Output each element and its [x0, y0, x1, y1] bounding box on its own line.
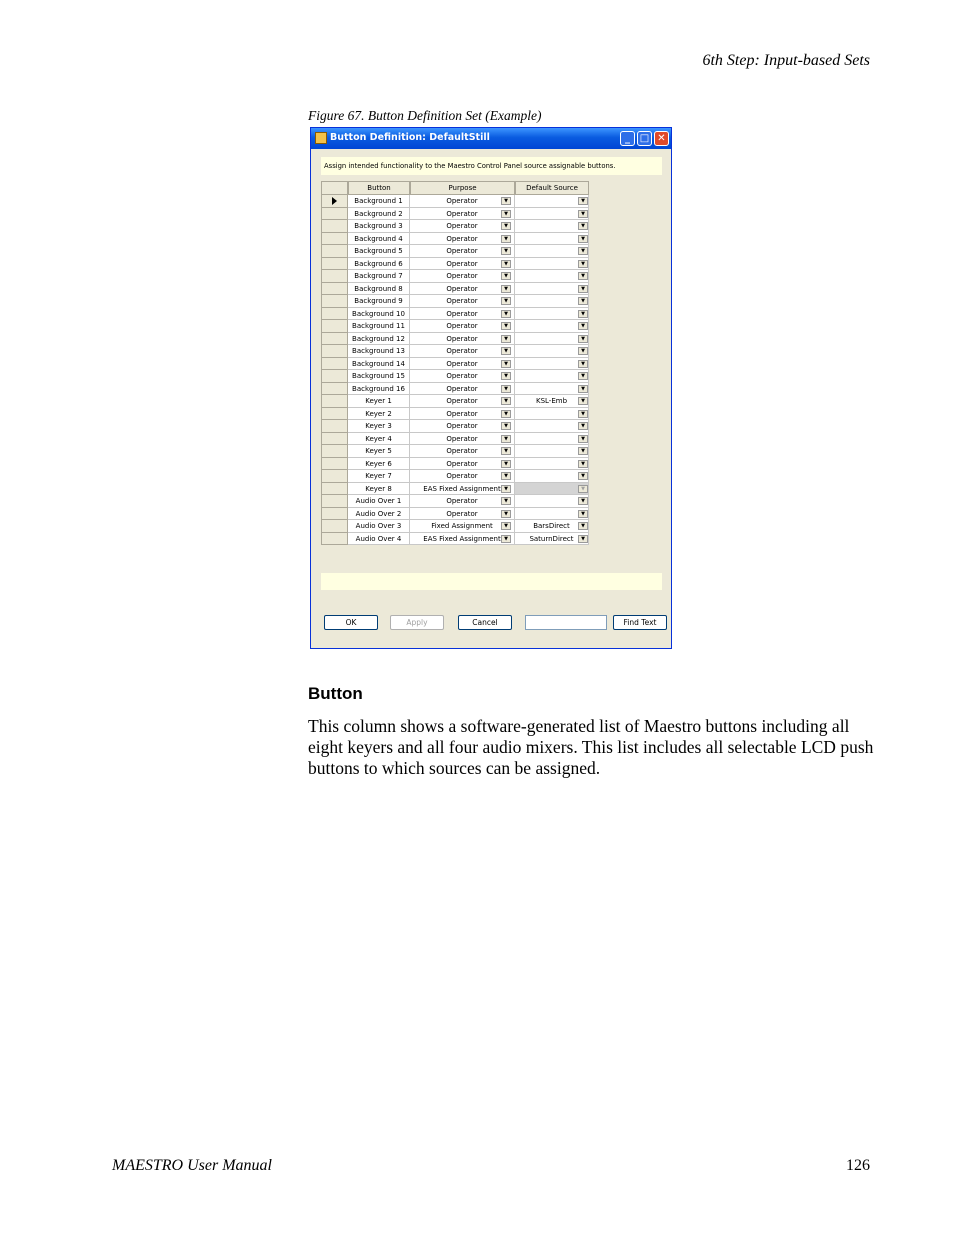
- table-row[interactable]: [321, 520, 589, 533]
- default-source-select[interactable]: [515, 395, 589, 408]
- default-source-select[interactable]: [515, 508, 589, 521]
- chevron-down-icon[interactable]: ▼: [578, 472, 588, 480]
- button-cell: Background 13: [348, 345, 410, 358]
- chevron-down-icon[interactable]: ▼: [501, 435, 511, 443]
- default-source-select[interactable]: [515, 520, 589, 533]
- chevron-down-icon[interactable]: ▼: [501, 535, 511, 543]
- chevron-down-icon[interactable]: ▼: [578, 247, 588, 255]
- purpose-select[interactable]: [410, 470, 515, 483]
- purpose-select[interactable]: [410, 295, 515, 308]
- button-cell: Audio Over 3: [348, 520, 410, 533]
- row-selector-header: [321, 181, 348, 195]
- default-source-select[interactable]: [515, 245, 589, 258]
- purpose-select[interactable]: [410, 495, 515, 508]
- find-text-input[interactable]: [525, 615, 607, 630]
- purpose-select[interactable]: [410, 358, 515, 371]
- button-cell: Keyer 7: [348, 470, 410, 483]
- button-cell: Background 10: [348, 308, 410, 321]
- button-cell: Background 12: [348, 333, 410, 346]
- default-source-select[interactable]: [515, 458, 589, 471]
- table-row[interactable]: [321, 383, 589, 396]
- chevron-down-icon[interactable]: ▼: [501, 347, 511, 355]
- button-cell: Background 4: [348, 233, 410, 246]
- table-row[interactable]: [321, 358, 589, 371]
- purpose-value: EAS Fixed Assignment: [423, 484, 501, 493]
- chevron-down-icon[interactable]: ▼: [578, 360, 588, 368]
- default-source-select[interactable]: [515, 483, 589, 496]
- row-selector[interactable]: [321, 258, 348, 271]
- table-row[interactable]: [321, 220, 589, 233]
- window-title: Button Definition: DefaultStill: [330, 132, 490, 143]
- button-cell: Background 7: [348, 270, 410, 283]
- default-source-value: KSL-Emb: [535, 397, 568, 405]
- default-source-select[interactable]: [515, 333, 589, 346]
- chevron-down-icon[interactable]: ▼: [578, 385, 588, 393]
- button-cell: Background 16: [348, 383, 410, 396]
- chevron-down-icon[interactable]: ▼: [578, 235, 588, 243]
- chevron-down-icon[interactable]: ▼: [578, 485, 588, 493]
- purpose-select[interactable]: [410, 508, 515, 521]
- purpose-value: Operator: [446, 209, 478, 218]
- chevron-down-icon[interactable]: ▼: [578, 497, 588, 505]
- purpose-select[interactable]: [410, 458, 515, 471]
- status-bar: [321, 573, 662, 590]
- section-heading: Button: [308, 684, 363, 703]
- purpose-value: Operator: [446, 347, 478, 355]
- chevron-down-icon[interactable]: ▼: [501, 522, 511, 530]
- purpose-select[interactable]: [410, 408, 515, 421]
- column-header-button[interactable]: Button: [348, 181, 410, 195]
- chevron-down-icon[interactable]: ▼: [501, 472, 511, 480]
- default-source-select[interactable]: [515, 283, 589, 296]
- purpose-select[interactable]: [410, 258, 515, 271]
- purpose-select[interactable]: [410, 208, 515, 221]
- footer-manual-title: MAESTRO User Manual: [112, 1157, 272, 1174]
- default-source-select[interactable]: [515, 308, 589, 321]
- chevron-down-icon[interactable]: ▼: [578, 372, 588, 380]
- purpose-select[interactable]: [410, 308, 515, 321]
- row-selector[interactable]: [321, 270, 348, 283]
- table-row[interactable]: [321, 470, 589, 483]
- row-selector[interactable]: [321, 483, 348, 496]
- chevron-down-icon[interactable]: ▼: [578, 510, 588, 518]
- table-row[interactable]: [321, 408, 589, 421]
- chevron-down-icon[interactable]: ▼: [578, 310, 588, 318]
- chevron-down-icon[interactable]: ▼: [578, 535, 588, 543]
- minimize-icon[interactable]: _: [620, 131, 635, 146]
- row-selector[interactable]: [321, 408, 348, 421]
- purpose-value: Operator: [446, 359, 478, 368]
- chevron-down-icon[interactable]: ▼: [578, 460, 588, 468]
- purpose-value: Operator: [446, 384, 478, 393]
- button-cell: Keyer 2: [348, 408, 410, 421]
- chevron-down-icon[interactable]: ▼: [578, 260, 588, 268]
- purpose-value: Operator: [446, 397, 478, 405]
- default-source-select[interactable]: [515, 320, 589, 333]
- close-icon[interactable]: ✕: [654, 131, 669, 146]
- chevron-down-icon[interactable]: ▼: [578, 210, 588, 218]
- table-row[interactable]: [321, 195, 589, 208]
- ok-button[interactable]: OK: [324, 615, 378, 630]
- default-source-select[interactable]: [515, 470, 589, 483]
- row-selector[interactable]: [321, 295, 348, 308]
- chevron-down-icon[interactable]: ▼: [501, 510, 511, 518]
- purpose-value: Operator: [446, 284, 478, 293]
- row-selector[interactable]: [321, 458, 348, 471]
- chevron-down-icon[interactable]: ▼: [501, 385, 511, 393]
- purpose-select[interactable]: [410, 533, 515, 546]
- button-cell: Keyer 3: [348, 420, 410, 433]
- purpose-value: Operator: [446, 434, 478, 443]
- default-source-select[interactable]: [515, 370, 589, 383]
- row-selector[interactable]: [321, 208, 348, 221]
- purpose-select[interactable]: [410, 483, 515, 496]
- row-selector[interactable]: [321, 508, 348, 521]
- chevron-down-icon[interactable]: ▼: [578, 522, 588, 530]
- chevron-down-icon[interactable]: ▼: [578, 447, 588, 455]
- chevron-down-icon[interactable]: ▼: [578, 222, 588, 230]
- default-source-value: SaturnDirect: [529, 534, 574, 543]
- purpose-value: Operator: [446, 322, 478, 330]
- default-source-select[interactable]: [515, 495, 589, 508]
- purpose-select[interactable]: [410, 195, 515, 208]
- purpose-value: Operator: [446, 472, 478, 480]
- chevron-down-icon[interactable]: ▼: [578, 285, 588, 293]
- purpose-value: Operator: [446, 372, 478, 380]
- chevron-down-icon[interactable]: ▼: [501, 197, 511, 205]
- row-selector[interactable]: [321, 283, 348, 296]
- chevron-down-icon[interactable]: ▼: [501, 485, 511, 493]
- button-cell: Audio Over 1: [348, 495, 410, 508]
- chevron-down-icon[interactable]: ▼: [578, 272, 588, 280]
- row-selector[interactable]: [321, 395, 348, 408]
- table-row[interactable]: [321, 483, 589, 496]
- purpose-value: Operator: [446, 309, 478, 318]
- purpose-select[interactable]: [410, 383, 515, 396]
- column-header-default-source[interactable]: Default Source: [515, 181, 589, 195]
- table-row[interactable]: [321, 533, 589, 546]
- purpose-value: Operator: [446, 222, 478, 230]
- section-paragraph: This column shows a software-generated list of Maestro buttons including all eight keyers and all four audio mixers. This list includes all selectable LCD push buttons to which sources can be assigned.: [308, 716, 874, 778]
- maximize-icon[interactable]: □: [637, 131, 652, 146]
- purpose-value: EAS Fixed Assignment: [423, 534, 501, 543]
- row-selector[interactable]: [321, 220, 348, 233]
- purpose-select[interactable]: [410, 320, 515, 333]
- button-cell: Background 1: [348, 195, 410, 208]
- footer-page-number: 126: [846, 1157, 870, 1174]
- column-header-purpose[interactable]: Purpose: [410, 181, 515, 195]
- table-row[interactable]: [321, 295, 589, 308]
- chevron-down-icon[interactable]: ▼: [578, 397, 588, 405]
- row-selector[interactable]: [321, 308, 348, 321]
- row-selector[interactable]: [321, 195, 348, 208]
- purpose-value: Operator: [446, 447, 478, 455]
- chevron-down-icon[interactable]: ▼: [501, 372, 511, 380]
- table-row[interactable]: [321, 433, 589, 446]
- button-cell: Keyer 5: [348, 445, 410, 458]
- button-cell: Audio Over 2: [348, 508, 410, 521]
- chevron-down-icon[interactable]: ▼: [578, 322, 588, 330]
- table-row[interactable]: [321, 245, 589, 258]
- chevron-down-icon[interactable]: ▼: [501, 272, 511, 280]
- chevron-down-icon[interactable]: ▼: [578, 422, 588, 430]
- chevron-down-icon[interactable]: ▼: [501, 310, 511, 318]
- button-cell: Background 9: [348, 295, 410, 308]
- purpose-select[interactable]: [410, 395, 515, 408]
- chevron-down-icon[interactable]: ▼: [578, 347, 588, 355]
- running-header: 6th Step: Input-based Sets: [702, 52, 870, 69]
- find-text-button[interactable]: Find Text: [613, 615, 667, 630]
- table-row[interactable]: [321, 458, 589, 471]
- button-cell: Background 15: [348, 370, 410, 383]
- purpose-value: Fixed Assignment: [431, 522, 493, 530]
- button-cell: Background 3: [348, 220, 410, 233]
- purpose-select[interactable]: [410, 445, 515, 458]
- default-source-select[interactable]: [515, 358, 589, 371]
- chevron-down-icon[interactable]: ▼: [501, 285, 511, 293]
- default-source-value: BarsDirect: [533, 522, 570, 530]
- row-selector[interactable]: [321, 358, 348, 371]
- button-cell: Keyer 4: [348, 433, 410, 446]
- figure-caption: Figure 67. Button Definition Set (Example): [308, 108, 542, 123]
- row-selector[interactable]: [321, 445, 348, 458]
- purpose-value: Operator: [446, 497, 478, 505]
- purpose-value: Operator: [446, 459, 478, 468]
- row-selector[interactable]: [321, 320, 348, 333]
- chevron-down-icon[interactable]: ▼: [501, 297, 511, 305]
- button-cell: Audio Over 4: [348, 533, 410, 546]
- default-source-select[interactable]: [515, 233, 589, 246]
- chevron-down-icon[interactable]: ▼: [501, 210, 511, 218]
- purpose-value: Operator: [446, 234, 478, 243]
- purpose-value: Operator: [446, 259, 478, 268]
- table-row[interactable]: [321, 370, 589, 383]
- row-selector[interactable]: [321, 245, 348, 258]
- table-row[interactable]: [321, 445, 589, 458]
- button-cell: Keyer 6: [348, 458, 410, 471]
- purpose-select[interactable]: [410, 220, 515, 233]
- table-row[interactable]: [321, 395, 589, 408]
- table-row[interactable]: [321, 308, 589, 321]
- purpose-value: Operator: [446, 334, 478, 343]
- button-cell: Background 8: [348, 283, 410, 296]
- row-selector[interactable]: [321, 470, 348, 483]
- default-source-select[interactable]: [515, 433, 589, 446]
- chevron-down-icon[interactable]: ▼: [501, 422, 511, 430]
- button-cell: Background 5: [348, 245, 410, 258]
- window-titlebar[interactable]: [311, 128, 671, 149]
- apply-button[interactable]: Apply: [390, 615, 444, 630]
- default-source-select[interactable]: [515, 258, 589, 271]
- default-source-select[interactable]: [515, 533, 589, 546]
- default-source-select[interactable]: [515, 220, 589, 233]
- row-selector[interactable]: [321, 233, 348, 246]
- chevron-down-icon[interactable]: ▼: [501, 410, 511, 418]
- table-row[interactable]: [321, 283, 589, 296]
- purpose-select[interactable]: [410, 520, 515, 533]
- table-row[interactable]: [321, 208, 589, 221]
- purpose-value: Operator: [446, 197, 478, 205]
- chevron-down-icon[interactable]: ▼: [501, 322, 511, 330]
- default-source-select[interactable]: [515, 420, 589, 433]
- button-cell: Keyer 1: [348, 395, 410, 408]
- table-row[interactable]: [321, 333, 589, 346]
- table-row[interactable]: [321, 233, 589, 246]
- table-row[interactable]: [321, 270, 589, 283]
- purpose-select[interactable]: [410, 433, 515, 446]
- default-source-select[interactable]: [515, 208, 589, 221]
- chevron-down-icon[interactable]: ▼: [501, 235, 511, 243]
- purpose-value: Operator: [446, 422, 478, 430]
- purpose-select[interactable]: [410, 420, 515, 433]
- default-source-select[interactable]: [515, 408, 589, 421]
- table-row[interactable]: [321, 495, 589, 508]
- purpose-value: Operator: [446, 509, 478, 518]
- chevron-down-icon[interactable]: ▼: [578, 297, 588, 305]
- purpose-value: Operator: [446, 297, 478, 305]
- row-selector[interactable]: [321, 333, 348, 346]
- purpose-select[interactable]: [410, 233, 515, 246]
- purpose-value: Operator: [446, 409, 478, 418]
- button-cell: Background 6: [348, 258, 410, 271]
- purpose-select[interactable]: [410, 270, 515, 283]
- grid-header-row: [321, 181, 589, 195]
- purpose-select[interactable]: [410, 283, 515, 296]
- button-cell: Background 14: [348, 358, 410, 371]
- button-definition-window: [310, 127, 672, 649]
- chevron-down-icon[interactable]: ▼: [501, 447, 511, 455]
- button-cell: Background 11: [348, 320, 410, 333]
- chevron-down-icon[interactable]: ▼: [501, 497, 511, 505]
- cancel-button[interactable]: Cancel: [458, 615, 512, 630]
- chevron-down-icon[interactable]: ▼: [501, 397, 511, 405]
- row-selector[interactable]: [321, 495, 348, 508]
- row-selector[interactable]: [321, 433, 348, 446]
- info-banner: Assign intended functionality to the Maestro Control Panel source assignable buttons.: [321, 157, 662, 175]
- row-selector[interactable]: [321, 533, 348, 546]
- table-row[interactable]: [321, 345, 589, 358]
- purpose-select[interactable]: [410, 245, 515, 258]
- row-selector[interactable]: [321, 383, 348, 396]
- app-icon: [315, 132, 327, 144]
- chevron-down-icon[interactable]: ▼: [501, 260, 511, 268]
- table-row[interactable]: [321, 320, 589, 333]
- button-cell: Keyer 8: [348, 483, 410, 496]
- current-row-arrow-icon: [332, 197, 337, 205]
- default-source-select[interactable]: [515, 270, 589, 283]
- table-row[interactable]: [321, 258, 589, 271]
- row-selector[interactable]: [321, 420, 348, 433]
- row-selector[interactable]: [321, 345, 348, 358]
- default-source-select[interactable]: [515, 383, 589, 396]
- default-source-select[interactable]: [515, 445, 589, 458]
- purpose-value: Operator: [446, 247, 478, 255]
- default-source-select[interactable]: [515, 345, 589, 358]
- chevron-down-icon[interactable]: ▼: [501, 360, 511, 368]
- chevron-down-icon[interactable]: ▼: [501, 460, 511, 468]
- row-selector[interactable]: [321, 370, 348, 383]
- purpose-select[interactable]: [410, 345, 515, 358]
- chevron-down-icon[interactable]: ▼: [578, 435, 588, 443]
- chevron-down-icon[interactable]: ▼: [501, 247, 511, 255]
- chevron-down-icon[interactable]: ▼: [501, 335, 511, 343]
- chevron-down-icon[interactable]: ▼: [578, 197, 588, 205]
- chevron-down-icon[interactable]: ▼: [578, 335, 588, 343]
- table-row[interactable]: [321, 508, 589, 521]
- chevron-down-icon[interactable]: ▼: [501, 222, 511, 230]
- default-source-select[interactable]: [515, 195, 589, 208]
- chevron-down-icon[interactable]: ▼: [578, 410, 588, 418]
- purpose-value: Operator: [446, 272, 478, 280]
- purpose-select[interactable]: [410, 333, 515, 346]
- button-cell: Background 2: [348, 208, 410, 221]
- table-row[interactable]: [321, 420, 589, 433]
- default-source-select[interactable]: [515, 295, 589, 308]
- purpose-select[interactable]: [410, 370, 515, 383]
- row-selector[interactable]: [321, 520, 348, 533]
